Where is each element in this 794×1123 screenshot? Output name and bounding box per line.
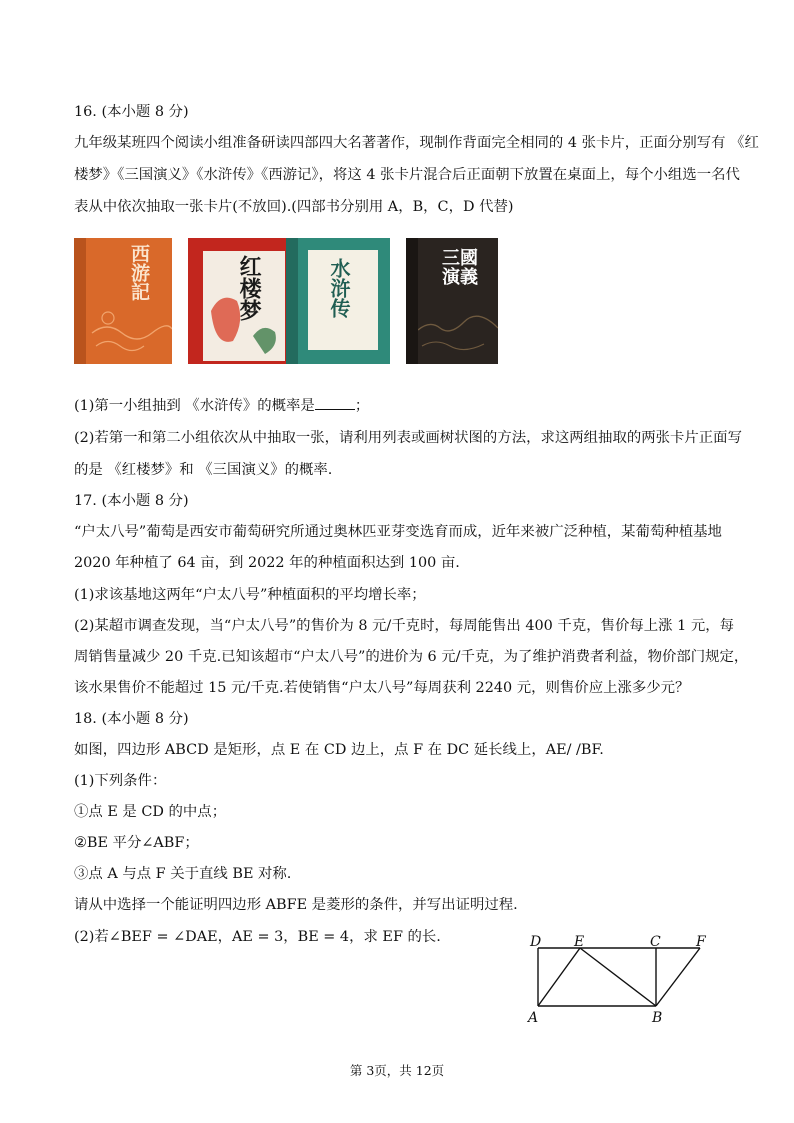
q16-text-line-1: 九年级某班四个阅读小组准备研读四部四大名著著作，现制作背面完全相同的 4 张卡片，正面分别写有 《红	[74, 135, 759, 151]
q17-part-1: (1)求该基地这两年“户太八号”种植面积的平均增长率；	[74, 587, 426, 603]
book-title-sanguoyanyi: 三國演義	[442, 248, 478, 288]
q18-condition-2: ②BE 平分∠ABF；	[74, 835, 199, 851]
q16-text-line-3: 表从中依次抽取一张卡片(不放回).(四部书分别用 A，B，C，D 代替)	[74, 199, 514, 215]
q18-condition-1: ①点 E 是 CD 的中点；	[74, 804, 227, 820]
answer-blank	[315, 395, 355, 410]
q16-part-2-line-2: 的是 《红楼梦》和 《三国演义》的概率.	[74, 462, 333, 478]
q17-text-line-2: 2020 年种植了 64 亩，到 2022 年的种植面积达到 100 亩.	[74, 555, 460, 571]
q16-part-1-text: (1)第一小组抽到 《水浒传》的概率是	[74, 398, 315, 414]
book-cover-xiyouji	[74, 238, 172, 364]
book-title-xiyouji: 西游記	[128, 244, 150, 301]
rhombus-rectangle-figure	[524, 930, 724, 1030]
q17-part-2-line-3: 该水果售价不能超过 15 元/千克.若使销售“户太八号”每周获利 2240 元，则售价应上涨多少元？	[74, 680, 690, 696]
q18-instruction: 请从中选择一个能证明四边形 ABFE 是菱形的条件，并写出证明过程.	[74, 897, 518, 913]
q18-part-1: (1)下列条件：	[74, 773, 167, 789]
q18-condition-3: ③点 A 与点 F 关于直线 BE 对称.	[74, 866, 292, 882]
q17-text-line-1: “户太八号”葡萄是西安市葡萄研究所通过奥林匹亚芽变选育而成，近年来被广泛种植，某葡萄种植基地	[74, 524, 722, 540]
q16-part-2-line-1: (2)若第一和第二小组依次从中抽取一张，请利用列表或画树状图的方法，求这两组抽取的两张卡片正面写	[74, 430, 742, 446]
q16-text-line-2: 楼梦》《三国演义》《水浒传》《西游记》，将这 4 张卡片混合后正面朝下放置在桌面上，每个小组选一名代	[74, 167, 740, 183]
book-cover-shuihuzhuan	[286, 238, 390, 364]
figure-label-f: F	[696, 934, 706, 950]
q18-part-2: (2)若∠BEF = ∠DAE，AE = 3，BE = 4，求 EF 的长.	[74, 929, 441, 945]
q16-part-1-end: ；	[354, 398, 370, 414]
q16-part-1	[74, 395, 726, 416]
book-cover-sanguoyanyi	[406, 238, 498, 364]
book-covers	[74, 234, 494, 366]
book-title-hongloumeng: 红楼梦	[236, 255, 263, 321]
q16-header: 16. (本小题 8 分)	[74, 104, 189, 120]
book-title-shuihuzhuan: 水浒传	[327, 258, 351, 318]
figure-label-a: A	[528, 1010, 539, 1026]
q17-header: 17. (本小题 8 分)	[74, 493, 189, 509]
figure-label-d: D	[530, 934, 542, 950]
figure-label-b: B	[652, 1010, 663, 1026]
book-cover-hongloumeng	[188, 238, 288, 364]
q18-header: 18. (本小题 8 分)	[74, 711, 189, 727]
figure-lines	[538, 948, 700, 1006]
figure-label-e: E	[574, 934, 585, 950]
q17-part-2-line-2: 周销售量减少 20 千克.已知该超市“户太八号”的进价为 6 元/千克，为了维护消费者利益，物价部门规定，	[74, 649, 749, 665]
q17-part-2-line-1: (2)某超市调查发现，当“户太八号”的售价为 8 元/千克时，每周能售出 400 千克，售价每上涨 1 元，每	[74, 618, 735, 634]
figure-label-c: C	[650, 934, 661, 950]
q18-text-line-1: 如图，四边形 ABCD 是矩形，点 E 在 CD 边上，点 F 在 DC 延长线上，AE/ /BF.	[74, 742, 604, 758]
page-footer: 第 3页，共 12页	[349, 1063, 445, 1078]
